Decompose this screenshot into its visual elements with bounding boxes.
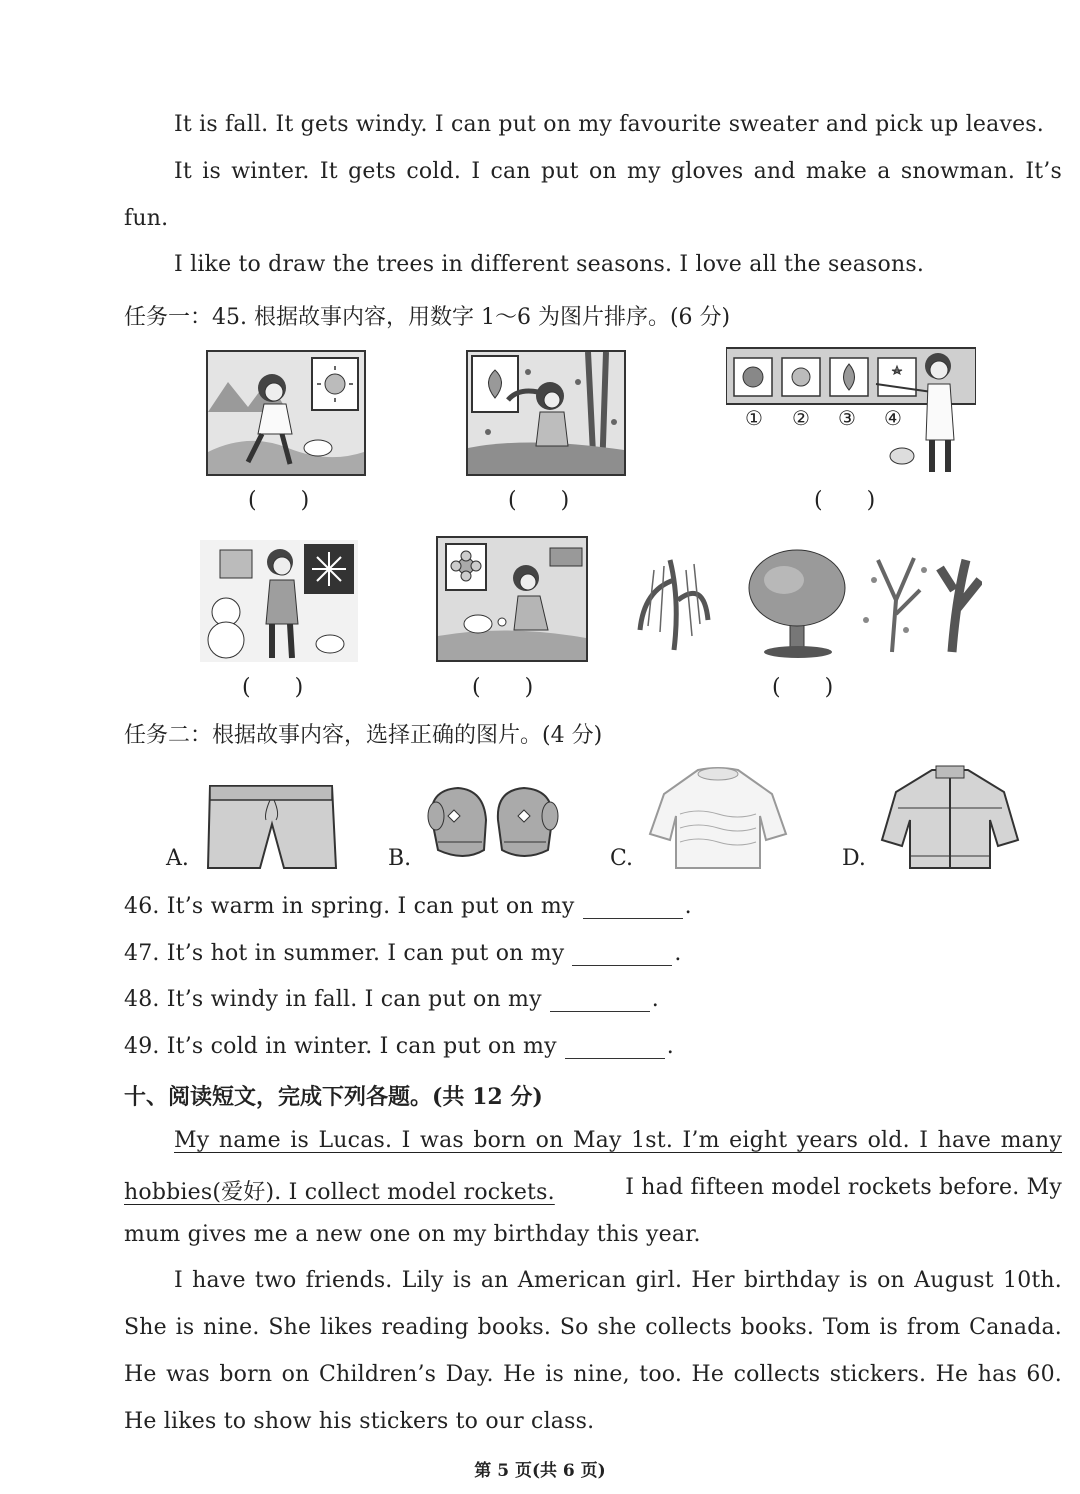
question-46-end: . (684, 894, 692, 919)
jacket-icon (880, 764, 1020, 872)
option-b-picture (424, 780, 560, 864)
answer-blank-48[interactable] (550, 987, 650, 1012)
underlined-sentence-part2: hobbies(爱好). I collect model rockets. (124, 1180, 555, 1205)
answer-paren-5: ( ) (472, 675, 534, 700)
picture-winter (200, 540, 358, 662)
question-48-text: It’s windy in fall. I can put on my (166, 987, 542, 1012)
option-a-picture (204, 780, 338, 872)
question-47 (124, 941, 682, 966)
passage-closing: I like to draw the trees in different seasons. I love all the seasons. (174, 252, 925, 277)
option-letter-c: C. (610, 846, 634, 871)
label-2: ② (792, 406, 811, 430)
section10-p2-line2: She is nine. She likes reading books. So she collects books. Tom is from Canada. (124, 1315, 1062, 1340)
shorts-icon (204, 780, 338, 872)
question-48 (124, 987, 659, 1012)
question-48-end: . (651, 987, 659, 1012)
question-49-text: It’s cold in winter. I can put on my (166, 1034, 557, 1059)
answer-paren-2: ( ) (508, 488, 570, 513)
passage-winter-line1: It is winter. It gets cold. I can put on my gloves and make a snowman. It’s (174, 159, 1062, 184)
four-trees-seasons-icon (634, 540, 982, 662)
question-49 (124, 1034, 674, 1059)
question-46-text: It’s warm in spring. I can put on my (166, 894, 575, 919)
question-48-number: 48. (124, 987, 160, 1012)
picture-spring (436, 536, 588, 662)
section10-p1-line1 (174, 1128, 1062, 1153)
question-47-end: . (674, 941, 682, 966)
girl-planting-spring-flower-icon (438, 538, 586, 660)
underlined-sentence-part1: My name is Lucas. I was born on May 1st. I’m eight years old. I have many (174, 1128, 1062, 1153)
option-d-picture (880, 764, 1020, 872)
question-46-number: 46. (124, 894, 160, 919)
question-49-end: . (666, 1034, 674, 1059)
option-letter-d: D. (842, 846, 866, 871)
label-1: ① (745, 406, 764, 430)
task1-heading: 任务一：45. 根据故事内容，用数字 1～6 为图片排序。(6 分) (124, 305, 731, 330)
option-c-picture (648, 764, 788, 872)
answer-blank-47[interactable] (572, 941, 672, 966)
passage-winter-line2: fun. (124, 206, 169, 231)
passage-fall: It is fall. It gets windy. I can put on my favourite sweater and pick up leaves. (174, 112, 1044, 137)
section10-p2-line4: He likes to show his stickers to our class. (124, 1409, 595, 1434)
label-4: ④ (884, 406, 903, 430)
answer-paren-6: ( ) (772, 675, 834, 700)
label-3: ③ (838, 406, 857, 430)
question-47-number: 47. (124, 941, 160, 966)
girl-windy-fall-leaf-icon (468, 352, 624, 474)
answer-paren-1: ( ) (248, 488, 310, 513)
option-letter-a: A. (166, 846, 189, 871)
gloves-icon (424, 780, 560, 864)
page-footer: 第 5 页(共 6 页) (474, 1461, 606, 1481)
sweater-icon (648, 764, 788, 872)
girl-snowman-winter-snowflake-icon (200, 540, 358, 662)
answer-paren-3: ( ) (814, 488, 876, 513)
picture-summer (206, 350, 366, 476)
section10-p1-line3: mum gives me a new one on my birthday this year. (124, 1222, 701, 1247)
question-46 (124, 894, 692, 919)
answer-paren-4: ( ) (242, 675, 304, 700)
picture-fall (466, 350, 626, 476)
section10-heading: 十、阅读短文，完成下列各题。(共 12 分) (124, 1084, 543, 1110)
option-letter-b: B. (388, 846, 412, 871)
task2-heading: 任务二：根据故事内容，选择正确的图片。(4 分) (124, 723, 603, 748)
answer-blank-46[interactable] (583, 894, 683, 919)
section10-p2-line1: I have two friends. Lily is an American girl. Her birthday is on August 10th. (174, 1268, 1062, 1293)
girl-running-summer-sun-icon (208, 352, 364, 474)
answer-blank-49[interactable] (565, 1034, 665, 1059)
picture-trees (634, 540, 982, 662)
question-47-text: It’s hot in summer. I can put on my (166, 941, 565, 966)
section10-p1-line2-rest: I had fifteen model rockets before. My (625, 1175, 1062, 1200)
section10-p1-line2 (124, 1175, 1062, 1206)
section10-p2-line3: He was born on Children’s Day. He is nine, too. He collects stickers. He has 60. (124, 1362, 1062, 1387)
question-49-number: 49. (124, 1034, 160, 1059)
